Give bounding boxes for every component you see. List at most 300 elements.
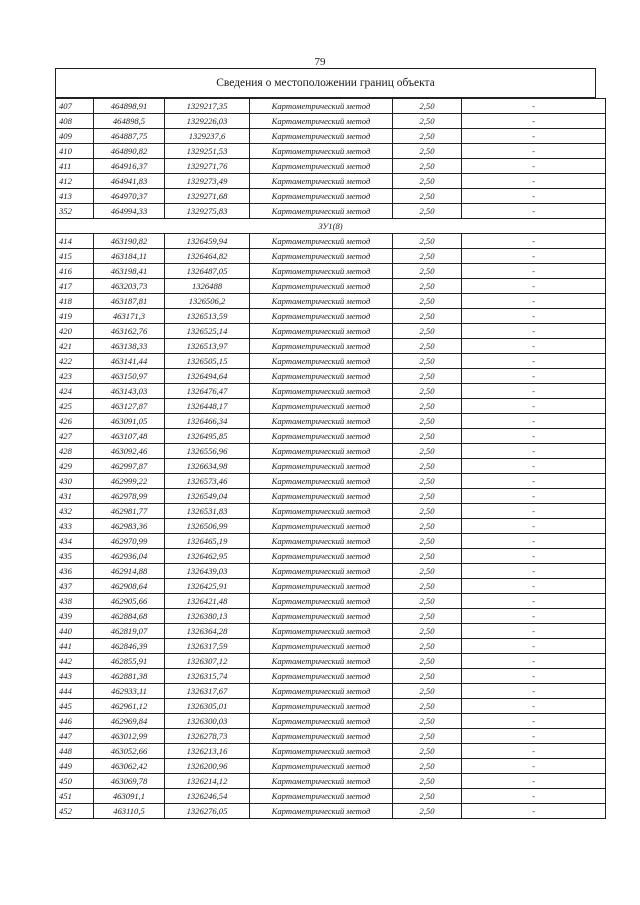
accuracy-cell: 2,50: [393, 624, 462, 639]
x-coordinate-cell: 464994,33: [94, 204, 165, 219]
accuracy-cell: 2,50: [393, 639, 462, 654]
method-cell: Картометрический метод: [250, 549, 393, 564]
accuracy-cell: 2,50: [393, 294, 462, 309]
point-number-cell: 417: [56, 279, 94, 294]
point-number-cell: 425: [56, 399, 94, 414]
x-coordinate-cell: 464890,82: [94, 144, 165, 159]
table-row: [56, 654, 606, 669]
y-coordinate-cell: 1326634,98: [165, 459, 250, 474]
x-coordinate-cell: 463110,5: [94, 804, 165, 819]
y-coordinate-cell: 1326513,97: [165, 339, 250, 354]
accuracy-cell: 2,50: [393, 264, 462, 279]
note-cell: -: [462, 414, 606, 429]
point-number-cell: 412: [56, 174, 94, 189]
table-row: [56, 489, 606, 504]
y-coordinate-cell: 1326556,96: [165, 444, 250, 459]
table-row: [56, 399, 606, 414]
method-cell: Картометрический метод: [250, 99, 393, 114]
y-coordinate-cell: 1326439,03: [165, 564, 250, 579]
x-coordinate-cell: 463127,87: [94, 399, 165, 414]
method-cell: Картометрический метод: [250, 564, 393, 579]
note-cell: -: [462, 639, 606, 654]
point-number-cell: 424: [56, 384, 94, 399]
table-row: [56, 249, 606, 264]
y-coordinate-cell: 1326278,73: [165, 729, 250, 744]
method-cell: Картометрический метод: [250, 234, 393, 249]
note-cell: -: [462, 309, 606, 324]
method-cell: Картометрический метод: [250, 174, 393, 189]
y-coordinate-cell: 1326214,12: [165, 774, 250, 789]
x-coordinate-cell: 462999,22: [94, 474, 165, 489]
x-coordinate-cell: 462981,77: [94, 504, 165, 519]
table-row: [56, 279, 606, 294]
method-cell: Картометрический метод: [250, 684, 393, 699]
x-coordinate-cell: 462933,11: [94, 684, 165, 699]
point-number-cell: 429: [56, 459, 94, 474]
method-cell: Картометрический метод: [250, 669, 393, 684]
accuracy-cell: 2,50: [393, 144, 462, 159]
accuracy-cell: 2,50: [393, 324, 462, 339]
boundary-table-sheet: [55, 68, 596, 819]
point-number-cell: 433: [56, 519, 94, 534]
point-number-cell: 438: [56, 594, 94, 609]
accuracy-cell: 2,50: [393, 399, 462, 414]
table-row: [56, 564, 606, 579]
accuracy-cell: 2,50: [393, 129, 462, 144]
page-number: 79: [314, 56, 326, 68]
x-coordinate-cell: 463052,66: [94, 744, 165, 759]
table-row: [56, 204, 606, 219]
note-cell: -: [462, 189, 606, 204]
y-coordinate-cell: 1326505,15: [165, 354, 250, 369]
table-row: [56, 789, 606, 804]
note-cell: -: [462, 669, 606, 684]
note-cell: -: [462, 459, 606, 474]
section-row: [56, 219, 606, 234]
table-row: [56, 729, 606, 744]
note-cell: -: [462, 174, 606, 189]
table-row: [56, 459, 606, 474]
x-coordinate-cell: 462969,84: [94, 714, 165, 729]
table-row: [56, 774, 606, 789]
accuracy-cell: 2,50: [393, 414, 462, 429]
note-cell: -: [462, 114, 606, 129]
point-number-cell: 411: [56, 159, 94, 174]
y-coordinate-cell: 1326513,59: [165, 309, 250, 324]
point-number-cell: 439: [56, 609, 94, 624]
accuracy-cell: 2,50: [393, 519, 462, 534]
accuracy-cell: 2,50: [393, 354, 462, 369]
y-coordinate-cell: 1326506,2: [165, 294, 250, 309]
y-coordinate-cell: 1326307,12: [165, 654, 250, 669]
method-cell: Картометрический метод: [250, 369, 393, 384]
method-cell: Картометрический метод: [250, 744, 393, 759]
y-coordinate-cell: 1326465,19: [165, 534, 250, 549]
note-cell: -: [462, 144, 606, 159]
y-coordinate-cell: 1329217,35: [165, 99, 250, 114]
point-number-cell: 422: [56, 354, 94, 369]
table-row: [56, 99, 606, 114]
method-cell: Картометрический метод: [250, 354, 393, 369]
y-coordinate-cell: 1326213,16: [165, 744, 250, 759]
point-number-cell: 445: [56, 699, 94, 714]
y-coordinate-cell: 1329273,49: [165, 174, 250, 189]
note-cell: -: [462, 594, 606, 609]
point-number-cell: 440: [56, 624, 94, 639]
method-cell: Картометрический метод: [250, 414, 393, 429]
method-cell: Картометрический метод: [250, 129, 393, 144]
note-cell: -: [462, 339, 606, 354]
accuracy-cell: 2,50: [393, 114, 462, 129]
x-coordinate-cell: 464916,37: [94, 159, 165, 174]
note-cell: -: [462, 294, 606, 309]
point-number-cell: 451: [56, 789, 94, 804]
table-row: [56, 594, 606, 609]
note-cell: -: [462, 489, 606, 504]
y-coordinate-cell: 1326459,94: [165, 234, 250, 249]
point-number-cell: 418: [56, 294, 94, 309]
method-cell: Картометрический метод: [250, 459, 393, 474]
y-coordinate-cell: 1326317,59: [165, 639, 250, 654]
note-cell: -: [462, 324, 606, 339]
coordinates-table: [55, 98, 606, 819]
point-number-cell: 442: [56, 654, 94, 669]
note-cell: -: [462, 684, 606, 699]
accuracy-cell: 2,50: [393, 699, 462, 714]
accuracy-cell: 2,50: [393, 774, 462, 789]
x-coordinate-cell: 463184,11: [94, 249, 165, 264]
method-cell: Картометрический метод: [250, 624, 393, 639]
point-number-cell: 416: [56, 264, 94, 279]
table-row: [56, 294, 606, 309]
y-coordinate-cell: 1329271,76: [165, 159, 250, 174]
point-number-cell: 407: [56, 99, 94, 114]
table-row: [56, 234, 606, 249]
accuracy-cell: 2,50: [393, 564, 462, 579]
method-cell: Картометрический метод: [250, 504, 393, 519]
x-coordinate-cell: 463190,82: [94, 234, 165, 249]
table-row: [56, 129, 606, 144]
note-cell: -: [462, 759, 606, 774]
table-row: [56, 579, 606, 594]
x-coordinate-cell: 462905,66: [94, 594, 165, 609]
accuracy-cell: 2,50: [393, 369, 462, 384]
point-number-cell: 409: [56, 129, 94, 144]
accuracy-cell: 2,50: [393, 549, 462, 564]
accuracy-cell: 2,50: [393, 714, 462, 729]
method-cell: Картометрический метод: [250, 144, 393, 159]
method-cell: Картометрический метод: [250, 294, 393, 309]
point-number-cell: 437: [56, 579, 94, 594]
accuracy-cell: 2,50: [393, 339, 462, 354]
method-cell: Картометрический метод: [250, 384, 393, 399]
note-cell: -: [462, 129, 606, 144]
point-number-cell: 427: [56, 429, 94, 444]
note-cell: -: [462, 384, 606, 399]
point-number-cell: 431: [56, 489, 94, 504]
y-coordinate-cell: 1326364,28: [165, 624, 250, 639]
x-coordinate-cell: 463203,73: [94, 279, 165, 294]
method-cell: Картометрический метод: [250, 519, 393, 534]
table-row: [56, 714, 606, 729]
note-cell: -: [462, 474, 606, 489]
accuracy-cell: 2,50: [393, 744, 462, 759]
method-cell: Картометрический метод: [250, 654, 393, 669]
method-cell: Картометрический метод: [250, 759, 393, 774]
x-coordinate-cell: 462819,07: [94, 624, 165, 639]
table-row: [56, 414, 606, 429]
accuracy-cell: 2,50: [393, 789, 462, 804]
note-cell: -: [462, 789, 606, 804]
y-coordinate-cell: 1326549,04: [165, 489, 250, 504]
point-number-cell: 415: [56, 249, 94, 264]
point-number-cell: 447: [56, 729, 94, 744]
accuracy-cell: 2,50: [393, 249, 462, 264]
method-cell: Картометрический метод: [250, 774, 393, 789]
y-coordinate-cell: 1326506,99: [165, 519, 250, 534]
accuracy-cell: 2,50: [393, 804, 462, 819]
x-coordinate-cell: 462997,87: [94, 459, 165, 474]
note-cell: -: [462, 654, 606, 669]
note-cell: -: [462, 204, 606, 219]
table-row: [56, 354, 606, 369]
note-cell: -: [462, 399, 606, 414]
y-coordinate-cell: 1326487,05: [165, 264, 250, 279]
table-row: [56, 174, 606, 189]
method-cell: Картометрический метод: [250, 399, 393, 414]
y-coordinate-cell: 1326466,34: [165, 414, 250, 429]
table-row: [56, 144, 606, 159]
accuracy-cell: 2,50: [393, 384, 462, 399]
y-coordinate-cell: 1329251,53: [165, 144, 250, 159]
method-cell: Картометрический метод: [250, 594, 393, 609]
point-number-cell: 450: [56, 774, 94, 789]
note-cell: -: [462, 804, 606, 819]
y-coordinate-cell: 1326305,01: [165, 699, 250, 714]
table-row: [56, 444, 606, 459]
x-coordinate-cell: 462884,68: [94, 609, 165, 624]
y-coordinate-cell: 1326573,46: [165, 474, 250, 489]
accuracy-cell: 2,50: [393, 279, 462, 294]
table-row: [56, 639, 606, 654]
method-cell: Картометрический метод: [250, 264, 393, 279]
x-coordinate-cell: 463091,05: [94, 414, 165, 429]
method-cell: Картометрический метод: [250, 279, 393, 294]
table-row: [56, 504, 606, 519]
note-cell: -: [462, 504, 606, 519]
method-cell: Картометрический метод: [250, 114, 393, 129]
method-cell: Картометрический метод: [250, 534, 393, 549]
x-coordinate-cell: 463107,48: [94, 429, 165, 444]
y-coordinate-cell: 1326464,82: [165, 249, 250, 264]
accuracy-cell: 2,50: [393, 459, 462, 474]
section-label: ЗУ1(8): [56, 219, 606, 234]
y-coordinate-cell: 1326525,14: [165, 324, 250, 339]
point-number-cell: 435: [56, 549, 94, 564]
method-cell: Картометрический метод: [250, 249, 393, 264]
point-number-cell: 410: [56, 144, 94, 159]
x-coordinate-cell: 462855,91: [94, 654, 165, 669]
y-coordinate-cell: 1326315,74: [165, 669, 250, 684]
accuracy-cell: 2,50: [393, 474, 462, 489]
x-coordinate-cell: 462983,36: [94, 519, 165, 534]
accuracy-cell: 2,50: [393, 489, 462, 504]
y-coordinate-cell: 1326276,05: [165, 804, 250, 819]
x-coordinate-cell: 463143,03: [94, 384, 165, 399]
table-row: [56, 669, 606, 684]
table-row: [56, 744, 606, 759]
method-cell: Картометрический метод: [250, 729, 393, 744]
note-cell: -: [462, 624, 606, 639]
method-cell: Картометрический метод: [250, 639, 393, 654]
note-cell: -: [462, 744, 606, 759]
x-coordinate-cell: 463069,78: [94, 774, 165, 789]
accuracy-cell: 2,50: [393, 429, 462, 444]
accuracy-cell: 2,50: [393, 159, 462, 174]
x-coordinate-cell: 463091,1: [94, 789, 165, 804]
table-row: [56, 699, 606, 714]
point-number-cell: 452: [56, 804, 94, 819]
method-cell: Картометрический метод: [250, 324, 393, 339]
x-coordinate-cell: 463198,41: [94, 264, 165, 279]
note-cell: -: [462, 699, 606, 714]
accuracy-cell: 2,50: [393, 759, 462, 774]
table-row: [56, 114, 606, 129]
x-coordinate-cell: 464887,75: [94, 129, 165, 144]
y-coordinate-cell: 1326476,47: [165, 384, 250, 399]
accuracy-cell: 2,50: [393, 444, 462, 459]
point-number-cell: 421: [56, 339, 94, 354]
note-cell: -: [462, 234, 606, 249]
accuracy-cell: 2,50: [393, 534, 462, 549]
point-number-cell: 436: [56, 564, 94, 579]
note-cell: -: [462, 774, 606, 789]
accuracy-cell: 2,50: [393, 729, 462, 744]
point-number-cell: 419: [56, 309, 94, 324]
x-coordinate-cell: 463138,33: [94, 339, 165, 354]
accuracy-cell: 2,50: [393, 99, 462, 114]
note-cell: -: [462, 579, 606, 594]
table-row: [56, 624, 606, 639]
method-cell: Картометрический метод: [250, 714, 393, 729]
y-coordinate-cell: 1326300,03: [165, 714, 250, 729]
accuracy-cell: 2,50: [393, 579, 462, 594]
point-number-cell: 446: [56, 714, 94, 729]
point-number-cell: 352: [56, 204, 94, 219]
x-coordinate-cell: 464941,83: [94, 174, 165, 189]
table-row: [56, 324, 606, 339]
note-cell: -: [462, 354, 606, 369]
table-row: [56, 309, 606, 324]
y-coordinate-cell: 1326421,48: [165, 594, 250, 609]
y-coordinate-cell: 1329237,6: [165, 129, 250, 144]
point-number-cell: 408: [56, 114, 94, 129]
method-cell: Картометрический метод: [250, 444, 393, 459]
accuracy-cell: 2,50: [393, 309, 462, 324]
table-row: [56, 384, 606, 399]
table-row: [56, 804, 606, 819]
table-title: Сведения о местоположении границ объекта: [55, 69, 596, 98]
note-cell: -: [462, 369, 606, 384]
table-row: [56, 264, 606, 279]
y-coordinate-cell: 1329271,68: [165, 189, 250, 204]
x-coordinate-cell: 462961,12: [94, 699, 165, 714]
method-cell: Картометрический метод: [250, 609, 393, 624]
method-cell: Картометрический метод: [250, 189, 393, 204]
x-coordinate-cell: 463141,44: [94, 354, 165, 369]
note-cell: -: [462, 609, 606, 624]
table-row: [56, 429, 606, 444]
accuracy-cell: 2,50: [393, 669, 462, 684]
table-row: [56, 534, 606, 549]
method-cell: Картометрический метод: [250, 804, 393, 819]
x-coordinate-cell: 463150,97: [94, 369, 165, 384]
table-row: [56, 369, 606, 384]
note-cell: -: [462, 444, 606, 459]
y-coordinate-cell: 1329275,83: [165, 204, 250, 219]
y-coordinate-cell: 1326488: [165, 279, 250, 294]
y-coordinate-cell: 1329226,03: [165, 114, 250, 129]
x-coordinate-cell: 462881,38: [94, 669, 165, 684]
table-row: [56, 189, 606, 204]
accuracy-cell: 2,50: [393, 684, 462, 699]
y-coordinate-cell: 1326425,91: [165, 579, 250, 594]
table-row: [56, 519, 606, 534]
y-coordinate-cell: 1326317,67: [165, 684, 250, 699]
y-coordinate-cell: 1326246,54: [165, 789, 250, 804]
table-row: [56, 609, 606, 624]
point-number-cell: 441: [56, 639, 94, 654]
y-coordinate-cell: 1326495,85: [165, 429, 250, 444]
method-cell: Картометрический метод: [250, 789, 393, 804]
note-cell: -: [462, 99, 606, 114]
accuracy-cell: 2,50: [393, 234, 462, 249]
accuracy-cell: 2,50: [393, 504, 462, 519]
y-coordinate-cell: 1326462,95: [165, 549, 250, 564]
note-cell: -: [462, 564, 606, 579]
y-coordinate-cell: 1326531,83: [165, 504, 250, 519]
x-coordinate-cell: 463187,81: [94, 294, 165, 309]
table-row: [56, 159, 606, 174]
point-number-cell: 420: [56, 324, 94, 339]
accuracy-cell: 2,50: [393, 204, 462, 219]
note-cell: -: [462, 714, 606, 729]
point-number-cell: 443: [56, 669, 94, 684]
x-coordinate-cell: 464898,91: [94, 99, 165, 114]
x-coordinate-cell: 464970,37: [94, 189, 165, 204]
x-coordinate-cell: 463062,42: [94, 759, 165, 774]
method-cell: Картометрический метод: [250, 699, 393, 714]
method-cell: Картометрический метод: [250, 489, 393, 504]
note-cell: -: [462, 534, 606, 549]
x-coordinate-cell: 462846,39: [94, 639, 165, 654]
note-cell: -: [462, 279, 606, 294]
x-coordinate-cell: 463092,46: [94, 444, 165, 459]
point-number-cell: 434: [56, 534, 94, 549]
table-row: [56, 549, 606, 564]
table-row: [56, 474, 606, 489]
point-number-cell: 413: [56, 189, 94, 204]
note-cell: -: [462, 249, 606, 264]
note-cell: -: [462, 159, 606, 174]
x-coordinate-cell: 463012,99: [94, 729, 165, 744]
y-coordinate-cell: 1326494,64: [165, 369, 250, 384]
point-number-cell: 414: [56, 234, 94, 249]
y-coordinate-cell: 1326380,13: [165, 609, 250, 624]
method-cell: Картометрический метод: [250, 474, 393, 489]
point-number-cell: 430: [56, 474, 94, 489]
point-number-cell: 423: [56, 369, 94, 384]
